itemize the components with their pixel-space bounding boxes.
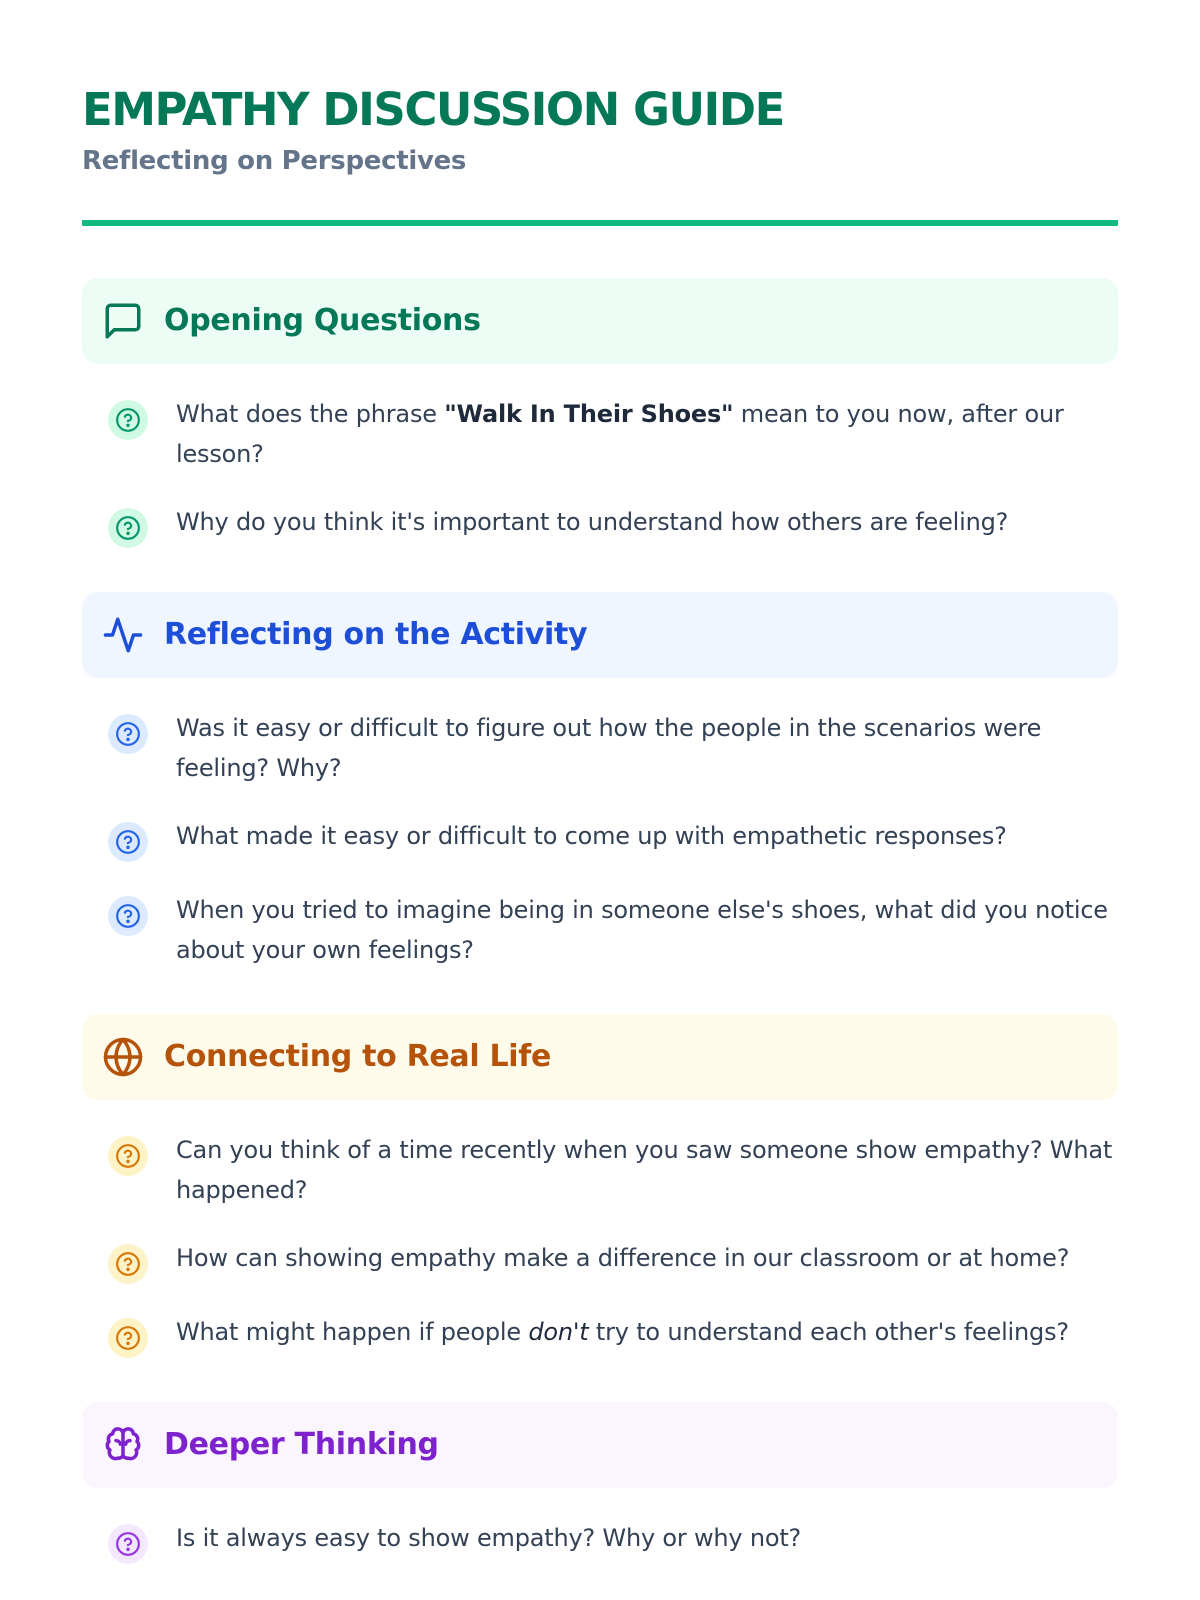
question-list <box>82 1130 1118 1358</box>
page-title: EMPATHY DISCUSSION GUIDE <box>82 83 784 136</box>
help-circle-icon <box>108 822 148 862</box>
section-opening-questions <box>82 278 1118 548</box>
help-circle-icon <box>108 1244 148 1284</box>
help-circle-icon <box>108 400 148 440</box>
help-circle-icon <box>108 1318 148 1358</box>
question-item <box>82 1238 1118 1284</box>
section-title: Connecting to Real Life <box>164 1039 552 1075</box>
question-text: Can you think of a time recently when you saw someone show empathy? What happened? <box>176 1135 1113 1204</box>
section-header <box>82 1402 1118 1488</box>
section-deeper-thinking <box>82 1402 1118 1564</box>
question-text: What might happen if people don't try to understand each other's feelings? <box>176 1317 1069 1346</box>
activity-pulse-icon <box>102 614 144 656</box>
question-text: Why do you think it's important to understand how others are feeling? <box>176 507 1009 536</box>
question-item <box>82 708 1118 788</box>
emphasized-word: don't <box>528 1317 589 1346</box>
question-item <box>82 394 1118 474</box>
question-list <box>82 394 1118 548</box>
page-header <box>82 0 1118 226</box>
globe-icon <box>102 1036 144 1078</box>
help-circle-icon <box>108 1524 148 1564</box>
question-item <box>82 1312 1118 1358</box>
section-header <box>82 1014 1118 1100</box>
question-item <box>82 1130 1118 1210</box>
question-item <box>82 890 1118 970</box>
question-text: When you tried to imagine being in someone else's shoes, what did you notice about your own feelings? <box>176 895 1108 964</box>
question-list <box>82 708 1118 970</box>
question-text: Is it always easy to show empathy? Why or why not? <box>176 1523 802 1552</box>
question-text: What made it easy or difficult to come up with empathetic responses? <box>176 821 1007 850</box>
section-title: Deeper Thinking <box>164 1427 439 1463</box>
help-circle-icon <box>108 714 148 754</box>
help-circle-icon <box>108 508 148 548</box>
question-item <box>82 1518 1118 1564</box>
question-text: What does the phrase "Walk In Their Shoes" mean to you now, after our lesson? <box>176 399 1064 468</box>
help-circle-icon <box>108 1136 148 1176</box>
emphasized-phrase: "Walk In Their Shoes" <box>444 399 734 428</box>
help-circle-icon <box>108 896 148 936</box>
page-subtitle: Reflecting on Perspectives <box>82 145 467 176</box>
question-text: Was it easy or difficult to figure out how the people in the scenarios were feeling? Why? <box>176 713 1042 782</box>
section-header <box>82 592 1118 678</box>
question-text: How can showing empathy make a difference in our classroom or at home? <box>176 1243 1070 1272</box>
brain-icon <box>102 1424 144 1466</box>
question-item <box>82 816 1118 862</box>
question-item <box>82 502 1118 548</box>
section-title: Opening Questions <box>164 303 481 339</box>
section-connecting-to-real-life <box>82 1014 1118 1358</box>
section-title: Reflecting on the Activity <box>164 617 588 653</box>
chat-bubble-icon <box>102 300 144 342</box>
section-header <box>82 278 1118 364</box>
section-reflecting-on-activity <box>82 592 1118 970</box>
question-list <box>82 1518 1118 1564</box>
header-divider <box>82 220 1118 226</box>
